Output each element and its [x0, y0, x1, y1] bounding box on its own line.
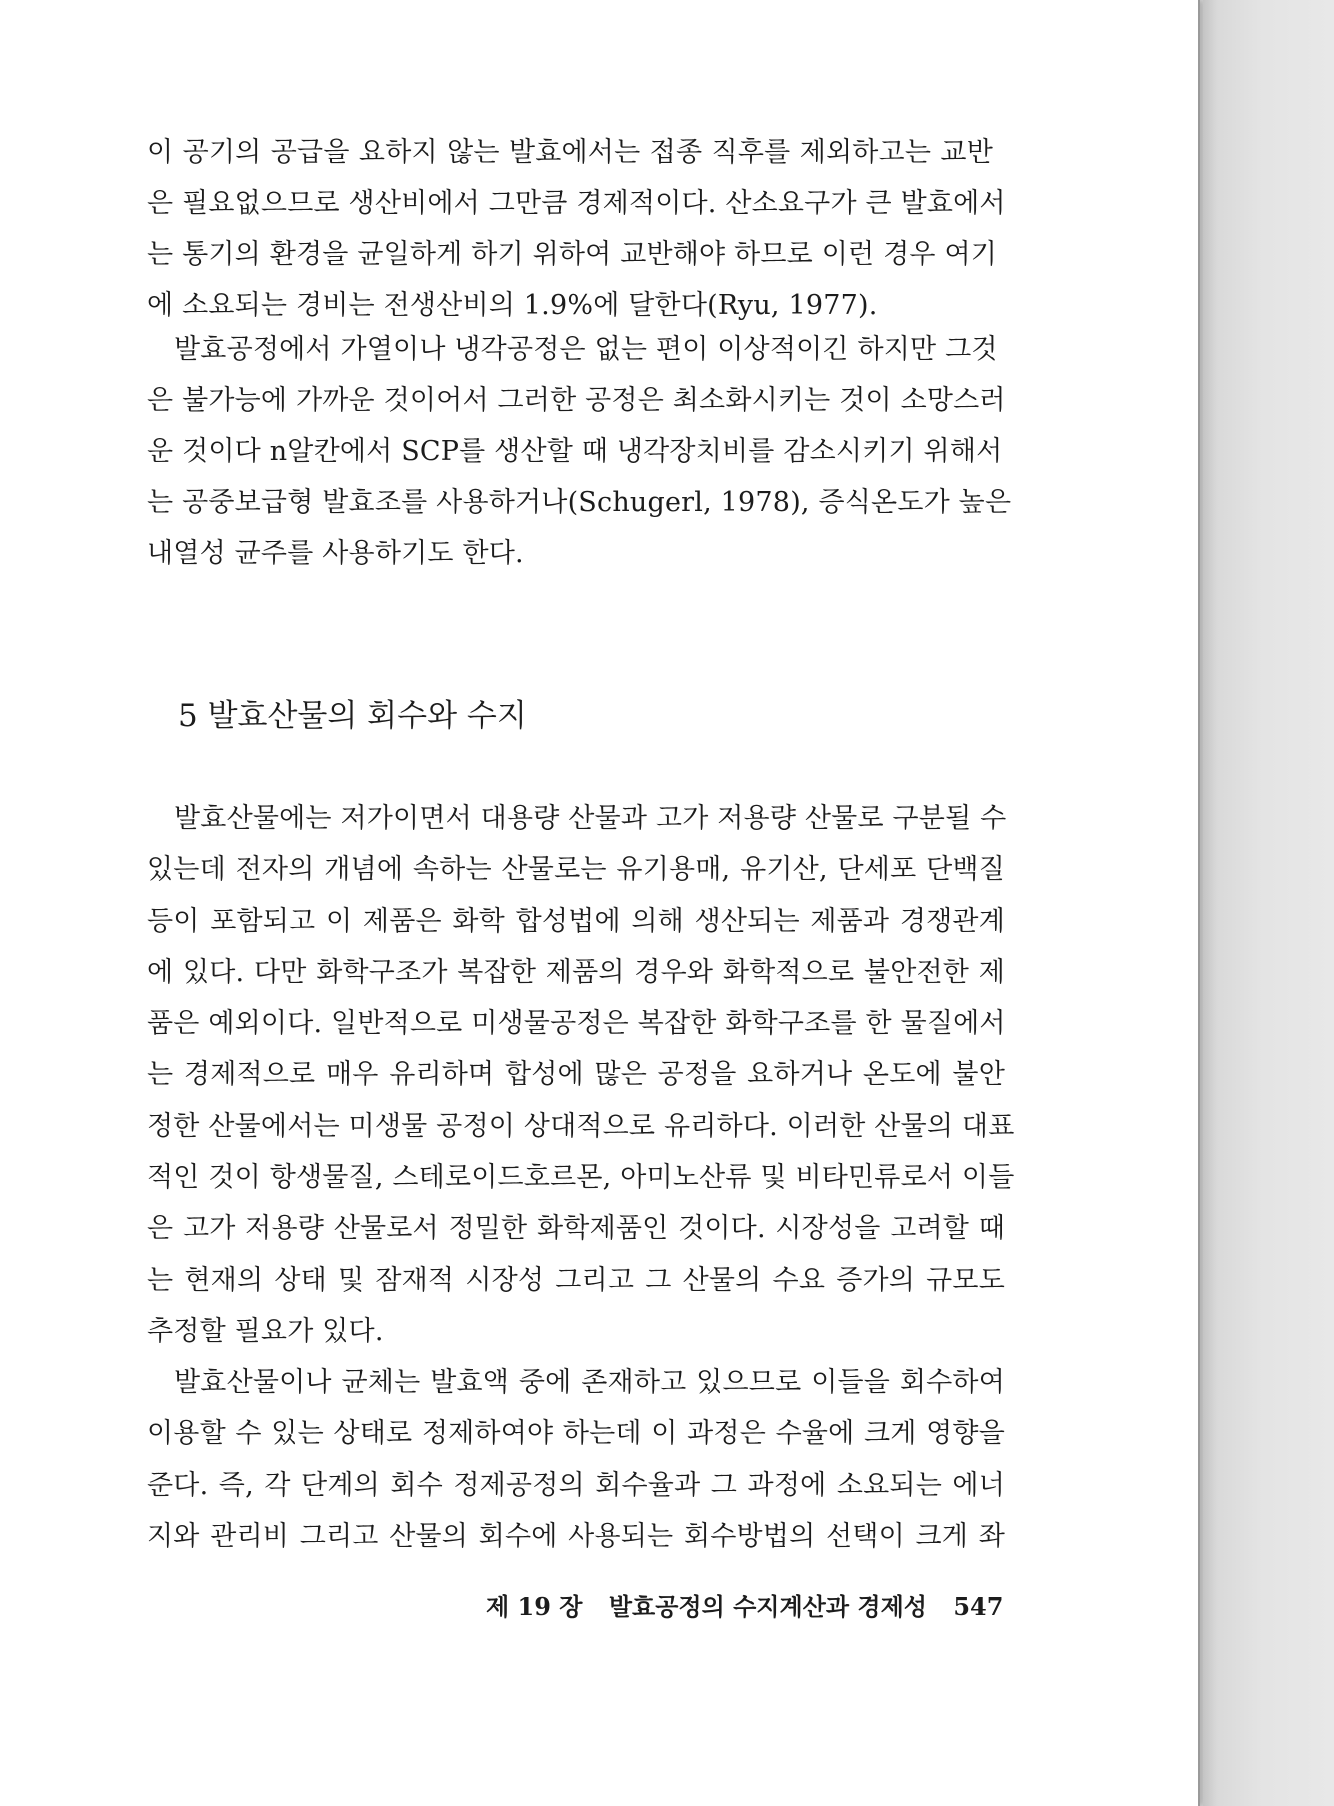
text-line: 는 현재의 상태 및 잠재적 시장성 그리고 그 산물의 수요 증가의 규모도 [147, 1264, 1005, 1296]
text-line: 지와 관리비 그리고 산물의 회수에 사용되는 회수방법의 선택이 크게 좌 [147, 1520, 1005, 1552]
section-heading [178, 690, 527, 735]
chapter-title: 발효공정의 수지계산과 경제성 [608, 1592, 927, 1621]
section-title: 발효산물의 회수와 수지 [207, 698, 527, 734]
paragraph-1 [147, 127, 1006, 331]
text-line: 적인 것이 항생물질, 스테로이드호르몬, 아미노산류 및 비타민류로서 이들 [147, 1162, 1015, 1194]
text-line: 는 공중보급형 발효조를 사용하거나(Schugerl, 1978), 증식온도가 높은 [147, 487, 1012, 518]
paragraph-2 [147, 324, 1012, 579]
paragraph-3 [147, 793, 1015, 1357]
page-number: 547 [953, 1592, 1004, 1621]
text-line: 은 고가 저용량 산물로서 정밀한 화학제품인 것이다. 시장성을 고려할 때 [147, 1213, 1005, 1245]
text-line: 발효산물이나 균체는 발효액 중에 존재하고 있으므로 이들을 회수하여 [174, 1367, 1005, 1398]
background-margin [1203, 0, 1334, 1806]
text-line: 에 있다. 다만 화학구조가 복잡한 제품의 경우와 화학적으로 불안전한 제 [147, 956, 1005, 988]
text-line: 있는데 전자의 개념에 속하는 산물로는 유기용매, 유기산, 단세포 단백질 [147, 854, 1005, 886]
text-line: 이 공기의 공급을 요하지 않는 발효에서는 접종 직후를 제외하고는 교반 [147, 137, 993, 168]
text-line: 정한 산물에서는 미생물 공정이 상대적으로 유리하다. 이러한 산물의 대표 [147, 1110, 1015, 1142]
text-line: 운 것이다 n알칸에서 SCP를 생산할 때 냉각장치비를 감소시키기 위해서 [147, 436, 1003, 467]
text-line: 이용할 수 있는 상태로 정제하여야 하는데 이 과정은 수율에 크게 영향을 [147, 1418, 1005, 1450]
text-line: 발효산물에는 저가이면서 대용량 산물과 고가 저용량 산물로 구분될 수 [174, 803, 1007, 834]
chapter-label: 제 19 장 [486, 1592, 583, 1621]
text-line: 은 불가능에 가까운 것이어서 그러한 공정은 최소화시키는 것이 소망스러 [147, 385, 1006, 416]
text-line: 는 경제적으로 매우 유리하며 합성에 많은 공정을 요하거나 온도에 불안 [147, 1059, 1005, 1091]
section-number: 5 [178, 698, 198, 734]
text-line: 는 통기의 환경을 균일하게 하기 위하여 교반해야 하므로 이런 경우 여기 [147, 239, 998, 270]
text-line: 은 필요없으므로 생산비에서 그만큼 경제적이다. 산소요구가 큰 발효에서 [147, 188, 1006, 219]
text-line: 등이 포함되고 이 제품은 화학 합성법에 의해 생산되는 제품과 경쟁관계 [147, 905, 1005, 937]
text-line: 품은 예외이다. 일반적으로 미생물공정은 복잡한 화학구조를 한 물질에서 [147, 1008, 1006, 1040]
text-line: 내열성 균주를 사용하기도 한다. [147, 538, 524, 569]
text-line: 에 소요되는 경비는 전생산비의 1.9%에 달한다(Ryu, 1977). [147, 290, 878, 321]
text-line: 발효공정에서 가열이나 냉각공정은 없는 편이 이상적이긴 하지만 그것 [174, 334, 998, 365]
paragraph-4 [147, 1357, 1005, 1562]
running-footer [486, 1587, 1003, 1622]
text-line: 추정할 필요가 있다. [147, 1315, 384, 1347]
text-line: 준다. 즉, 각 단계의 회수 정제공정의 회수율과 그 과정에 소요되는 에너 [147, 1469, 1005, 1501]
